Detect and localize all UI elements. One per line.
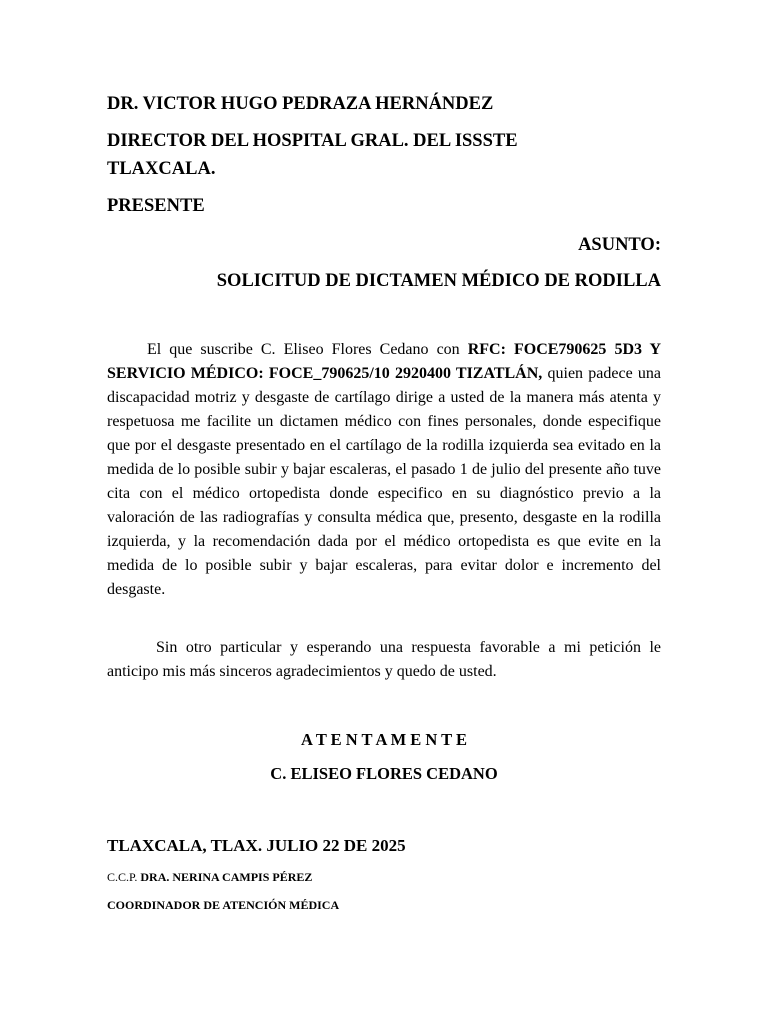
recipient-title-line2: TLAXCALA.: [107, 159, 216, 179]
signer-name: C. ELISEO FLORES CEDANO: [270, 764, 498, 783]
paragraph-1-intro: El que suscribe C. Eliseo Flores Cedano con: [147, 341, 468, 358]
subject-label: ASUNTO:: [578, 235, 661, 255]
paragraph-1-rest: quien padece una discapacidad motriz y desgaste de cartílago dirige a usted de la manera más atenta y respetuosa me facilite un dictamen médico con fines personales, donde especifique que por el desgaste presentado en el cartílago de la rodilla izquierda sea evitado en la medida de lo posible subir y bajar escaleras, el pasado 1 de julio del presente año tuve cita con el médico ortopedista donde especifico en su diagnóstico previo a la valoración de las radiografías y consulta médica que, presento, desgaste en la rodilla izquierda, y la recomendación dada por el médico ortopedista es que evite en la medida de lo posible subir y bajar escaleras, para evitar dolor e incremento del desgaste.: [107, 365, 661, 598]
greeting: PRESENTE: [107, 196, 205, 216]
body-paragraph-1: [107, 338, 661, 602]
recipient-name: DR. VICTOR HUGO PEDRAZA HERNÁNDEZ: [107, 94, 494, 114]
ccp-title: COORDINADOR DE ATENCIÓN MÉDICA: [107, 898, 340, 912]
valediction: A T E N T A M E N T E: [301, 730, 467, 749]
subject-text: SOLICITUD DE DICTAMEN MÉDICO DE RODILLA: [216, 271, 661, 291]
paragraph-2-text: Sin otro particular y esperando una respuesta favorable a mi petición le anticipo mis más sinceros agradecimientos y quedo de usted.: [107, 639, 661, 680]
recipient-title-line1: DIRECTOR DEL HOSPITAL GRAL. DEL ISSSTE: [107, 131, 518, 151]
body-paragraph-2: [107, 636, 661, 684]
ccp-label: C.C.P.: [107, 870, 138, 884]
ccp-name: DRA. NERINA CAMPIS PÉREZ: [140, 870, 313, 884]
paragraph-1-identifiers: RFC: FOCE790625 5D3 Y SERVICIO MÉDICO: FOCE_790625/10 2920400 TIZATLÁN,: [107, 341, 662, 382]
place-date: TLAXCALA, TLAX. JULIO 22 DE 2025: [107, 836, 406, 855]
ccp-line: [107, 869, 667, 885]
